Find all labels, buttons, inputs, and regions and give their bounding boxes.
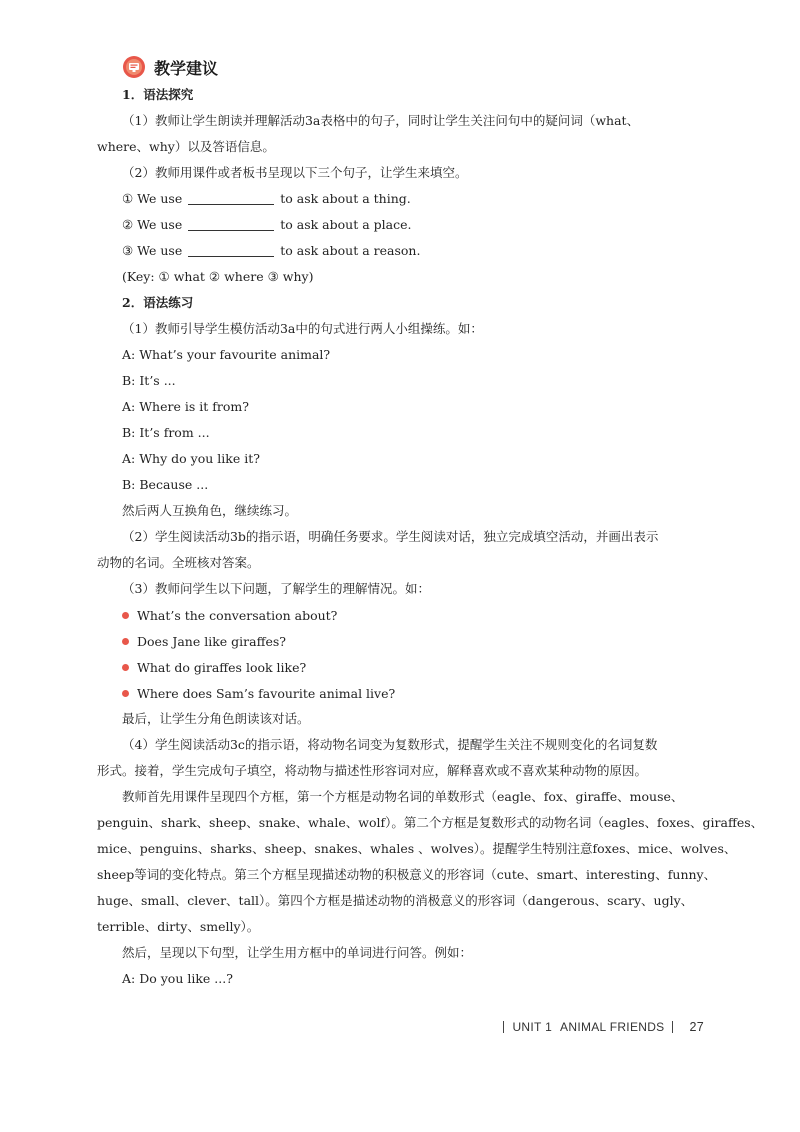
page-number: 27 [689,1020,704,1034]
bullet-icon [122,690,129,697]
paragraph-7: 最后，让学生分角色朗读该对话。 [122,711,310,726]
footer-title: ANIMAL FRIENDS [560,1020,665,1034]
fill-blank-suffix: to ask about a place. [280,217,412,232]
dialog-line: B: It’s ... [122,373,176,388]
bullet-icon [122,638,129,645]
paragraph-6: （3）教师问学生以下问题，了解学生的理解情况。如： [122,581,430,596]
fill-blank-suffix: to ask about a reason. [280,243,421,258]
question-text: What’s the conversation about? [137,607,338,623]
paragraph-5-line-2: 动物的名词。全班核对答案。 [97,555,260,570]
blank-line [188,242,274,257]
fill-blank-item [122,212,732,238]
blank-line [188,190,274,205]
question-text: What do giraffes look like? [137,659,307,675]
paragraph-8-line-2: 形式。接着，学生完成句子填空，将动物与描述性形容词对应，解释喜欢或不喜欢某种动物的原因。 [97,763,648,778]
fill-blank-suffix: to ask about a thing. [280,191,411,206]
fill-blank-item [122,238,732,264]
paragraph-9-line-2: penguin、shark、sheep、snake、whale、wolf）。第二个方框是复数形式的动物名词（eagles、foxes、giraffes、 [97,815,764,830]
fill-blank-prefix: ③ We use [122,243,183,258]
subheading-grammar-practice: 2．语法练习 [122,295,194,310]
page-footer [503,1020,704,1034]
paragraph-11: A: Do you like ...? [122,971,233,986]
paragraph-8-line-1: （4）学生阅读活动3c的指示语，将动物名词变为复数形式，提醒学生关注不规则变化的名词复数 [122,737,658,752]
footer-divider [503,1021,504,1033]
fill-blank-item [122,186,732,212]
paragraph-1-line-1: （1）教师让学生朗读并理解活动3a表格中的句子，同时让学生关注问句中的疑问词（what、 [122,113,640,128]
paragraph-1-line-2: where、why）以及答语信息。 [97,139,275,154]
section-heading [122,52,218,82]
bullet-icon [122,664,129,671]
paragraph-9-line-4: sheep等词的变化特点。第三个方框呈现描述动物的积极意义的形容词（cute、smart、interesting、funny、 [97,867,717,882]
bullet-icon [122,612,129,619]
footer-divider [672,1021,673,1033]
dialog-line: A: Where is it from? [122,399,249,414]
question-text: Does Jane like giraffes? [137,633,286,649]
question-item [122,602,337,628]
question-text: Where does Sam’s favourite animal live? [137,685,396,701]
footer-unit: UNIT 1 [512,1020,553,1034]
answer-key: (Key: ① what ② where ③ why) [122,269,314,284]
subheading-grammar-exploration: 1．语法探究 [122,87,194,102]
paragraph-3: （1）教师引导学生模仿活动3a中的句式进行两人小组操练。如： [122,321,483,336]
paragraph-9-line-1: 教师首先用课件呈现四个方框，第一个方框是动物名词的单数形式（eagle、fox、giraffe、mouse、 [122,789,684,804]
question-item [122,680,395,706]
teaching-suggestion-icon [122,55,146,79]
paragraph-10: 然后，呈现以下句型，让学生用方框中的单词进行问答。例如： [122,945,473,960]
paragraph-9-line-6: terrible、dirty、smelly）。 [97,919,260,934]
paragraph-4: 然后两人互换角色，继续练习。 [122,503,298,518]
dialog-line: B: Because ... [122,477,209,492]
dialog-line: B: It’s from ... [122,425,210,440]
paragraph-9-line-3: mice、penguins、sharks、sheep、snakes、whales 、wolves）。提醒学生特别注意foxes、mice、wolves、 [97,841,737,856]
fill-blank-prefix: ① We use [122,191,183,206]
paragraph-2: （2）教师用课件或者板书呈现以下三个句子，让学生来填空。 [122,165,468,180]
heading-title: 教学建议 [154,58,219,78]
dialog-line: A: What’s your favourite animal? [122,347,331,362]
blank-line [188,216,274,231]
fill-blank-prefix: ② We use [122,217,183,232]
question-item [122,654,306,680]
question-item [122,628,286,654]
paragraph-5-line-1: （2）学生阅读活动3b的指示语，明确任务要求。学生阅读对话，独立完成填空活动，并画出表示 [122,529,659,544]
paragraph-9-line-5: huge、small、clever、tall）。第四个方框是描述动物的消极意义的形容词（dangerous、scary、ugly、 [97,893,694,908]
dialog-line: A: Why do you like it? [122,451,260,466]
